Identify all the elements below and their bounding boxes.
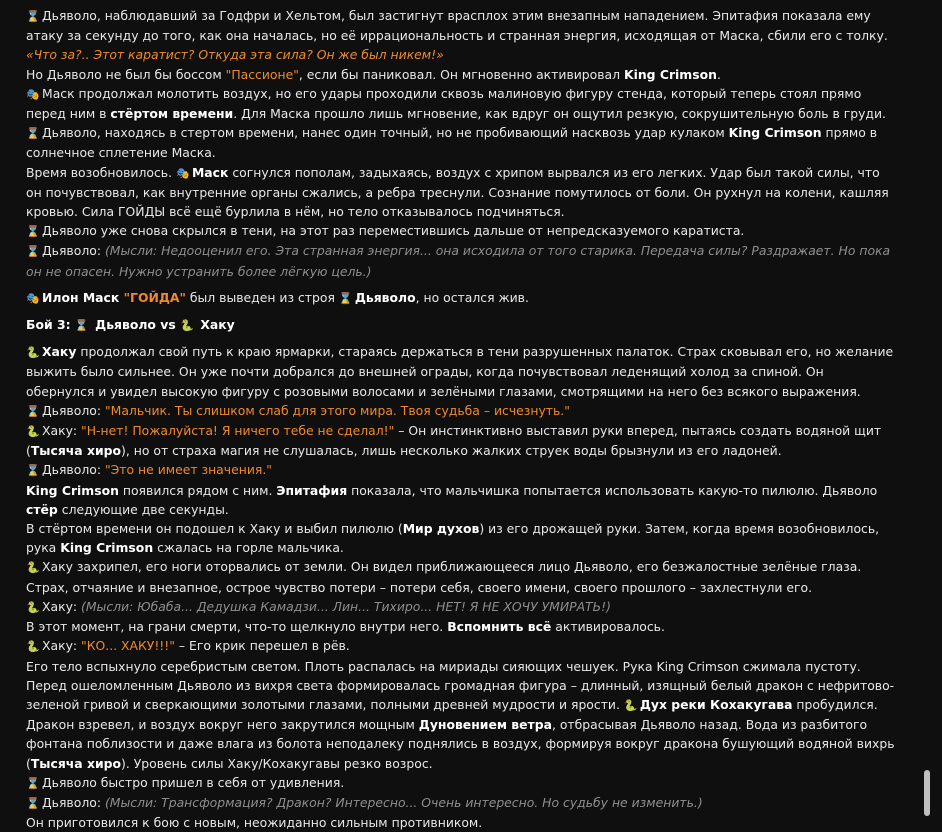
hourglass-icon: ⌛ xyxy=(26,225,40,239)
narration: В стёртом времени он подошел к Хаку и выбил пилюлю (Мир духов) из его дрожащей руки. Затем, когда время возобновилось, рука King Crimson сжалась на горле мальчика. xyxy=(26,521,880,556)
snake-icon: 🐍 xyxy=(26,561,40,575)
narration: King Crimson появился рядом с ним. Эпитафия показала, что мальчишка попытается использовать какую-то пилюлю. Дьяволо стёр следующие две секунды. xyxy=(26,482,878,517)
snake-icon: 🐍 xyxy=(26,425,40,439)
thought-line: ⌛ Дьяволо: (Мысли: Недооценил его. Эта странная энергия... она исходила от того старика. Передача силы? Раздражает. Но пока он не опасен. Нужно устранить более лёгкую цель.) xyxy=(26,243,891,279)
narration: ⌛ Дьяволо уже снова скрылся в тени, на этот раз переместившись дальше от непредсказуемого каратиста. xyxy=(26,221,896,241)
hourglass-icon: ⌛ xyxy=(26,245,40,259)
narration: Время возобновилось. 🎭 Маск согнулся пополам, задыхаясь, воздух с хрипом вырвался из его легких. Удар был такой силы, что он почувствовал, как внутренние органы сжались, а ребра треснули. Сознание помутилось от боли. Он рухнул на колени, кашляя кровью. Сила ГОЙДЫ всё ещё бурлила в нём, но тело отказывалось подчиняться. xyxy=(26,164,889,220)
narration: 🎭 Маск продолжал молотить воздух, но его удары проходили сквозь малиновую фигуру стенда, который теперь стоял прямо перед ним в стёртом времени. Для Маска прошло лишь мгновение, как вдруг он ощутил резкую, сокрушительную боль в груди. xyxy=(26,85,886,122)
thought-line: ⌛ Дьяволо: (Мысли: Трансформация? Дракон? Интересно... Очень интересно. Но судьбу не изменить.) xyxy=(26,793,896,813)
hourglass-icon: ⌛ xyxy=(338,291,353,305)
thought-line: 🐍 Хаку: (Мысли: Юбаба... Дедушка Камадзи... Лин... Тихиро... НЕТ! Я НЕ ХОЧУ УМИРАТЬ!) xyxy=(26,597,896,617)
hourglass-icon: ⌛ xyxy=(26,127,40,141)
narration: 🐍 Хаку захрипел, его ноги оторвались от земли. Он видел приближающееся лицо Дьяволо, его безжалостные зелёные глаза. Страх, отчаяние и внезапное, острое чувство потери – потери себя, своего имени, своего прошлого – захлестнули его. xyxy=(26,559,862,595)
hourglass-icon: ⌛ xyxy=(74,319,89,333)
hourglass-icon: ⌛ xyxy=(26,464,40,478)
snake-icon: 🐍 xyxy=(26,640,40,654)
snake-icon: 🐍 xyxy=(26,346,40,360)
mask-icon: 🎭 xyxy=(26,87,40,101)
hourglass-icon: ⌛ xyxy=(26,796,40,810)
hourglass-icon: ⌛ xyxy=(26,10,40,23)
narration: Он приготовился к бою с новым, неожиданно сильным противником. xyxy=(26,815,483,831)
narration: ⌛ Дьяволо, находясь в стертом времени, нанес один точный, но не пробивающий насквозь удар кулаком King Crimson прямо в солнечное сплетение Маска. xyxy=(26,125,878,161)
status-line: 🎭 Илон Маск "ГОЙДА" был выведен из строя ⌛ Дьяволо, но остался жив. xyxy=(26,288,896,308)
narration: Но Дьяволо не был бы боссом "Пассионе", если бы паниковал. Он мгновенно активировал King Crimson. xyxy=(26,66,721,82)
scrollbar-thumb[interactable] xyxy=(924,770,930,816)
narration: Его тело вспыхнуло серебристым светом. Плоть распалась на мириады сияющих чешуек. Рука King Crimson сжимала пустоту. Перед ошеломленным Дьяволо из вихря света формировалась громадная фигура – длинный, изящный белый дракон с нефритово-зеленой гривой и сверкающими золотыми глазами, полными древней мудрости и ярости. 🐍 Дух реки Кохакугава пробудился. xyxy=(26,657,896,716)
mask-icon: 🎭 xyxy=(26,291,40,305)
dialogue-line: ⌛ Дьяволо: "Это не имеет значения." xyxy=(26,460,896,480)
snake-icon: 🐍 xyxy=(180,319,194,333)
snake-icon: 🐍 xyxy=(26,600,40,614)
battle-heading: Бой 3: ⌛ Дьяволо vs 🐍 Хаку xyxy=(26,315,896,335)
dialogue-line: ⌛ Дьяволо: "Мальчик. Ты слишком слаб для этого мира. Твоя судьба – исчезнуть." xyxy=(26,401,896,421)
spacer xyxy=(26,281,896,288)
narration: Дракон взревел, и воздух вокруг него закрутился мощным Дуновением ветра, отбрасывая Дьяволо назад. Вода из разбитого фонтана поблизости и даже влага из болота неподалеку поднялись в воздух, формируя вокруг дракона бушующий водяной вихрь (Тысяча хиро). Уровень силы Хаку/Кохакугавы резко возрос. xyxy=(26,717,895,771)
dialogue-line: 🐍 Хаку: "КО... ХАКУ!!!" – Его крик перешел в рёв. xyxy=(26,636,896,656)
spacer xyxy=(26,335,896,342)
narration: ⌛ Дьяволо, наблюдавший за Годфри и Хельтом, был застигнут врасплох этим внезапным нападением. Эпитафия показала ему атаку за секунду до того, как она началась, но её иррациональность и странная энергия, исходящая от Маска, сбили его с толку. «Что за?.. Этот каратист? Откуда эта сила? Он же был никем!» xyxy=(26,8,888,63)
narration: 🐍 Хаку продолжал свой путь к краю ярмарки, стараясь держаться в тени разрушенных палаток. Страх сковывал его, но желание выжить было сильнее. Он уже почти добрался до внешней ограды, когда почувствовал леденящий холод за спиной. Он обернулся и увидел высокую фигуру с розовыми волосами и зелёными глазами, смотрящими на него без всякого выражения. xyxy=(26,344,894,399)
chat-message xyxy=(26,6,896,832)
spacer xyxy=(26,308,896,315)
mask-icon: 🎭 xyxy=(175,166,190,180)
narration: ⌛ Дьяволо быстро пришел в себя от удивления. xyxy=(26,773,896,793)
dialogue-line: 🐍 Хаку: "Н-нет! Пожалуйста! Я ничего тебе не сделал!" – Он инстинктивно выставил руки вперед, пытаясь создать водяной щит (Тысяча хиро), но от страха магия не слушалась, лишь несколько жалких струек воды брызнули из его ладоней. xyxy=(26,423,882,459)
narration: В этот момент, на грани смерти, что-то щелкнуло внутри него. Вспомнить всё активировалось. xyxy=(26,619,665,635)
hourglass-icon: ⌛ xyxy=(26,404,40,418)
hourglass-icon: ⌛ xyxy=(26,776,40,790)
snake-icon: 🐍 xyxy=(623,698,638,712)
